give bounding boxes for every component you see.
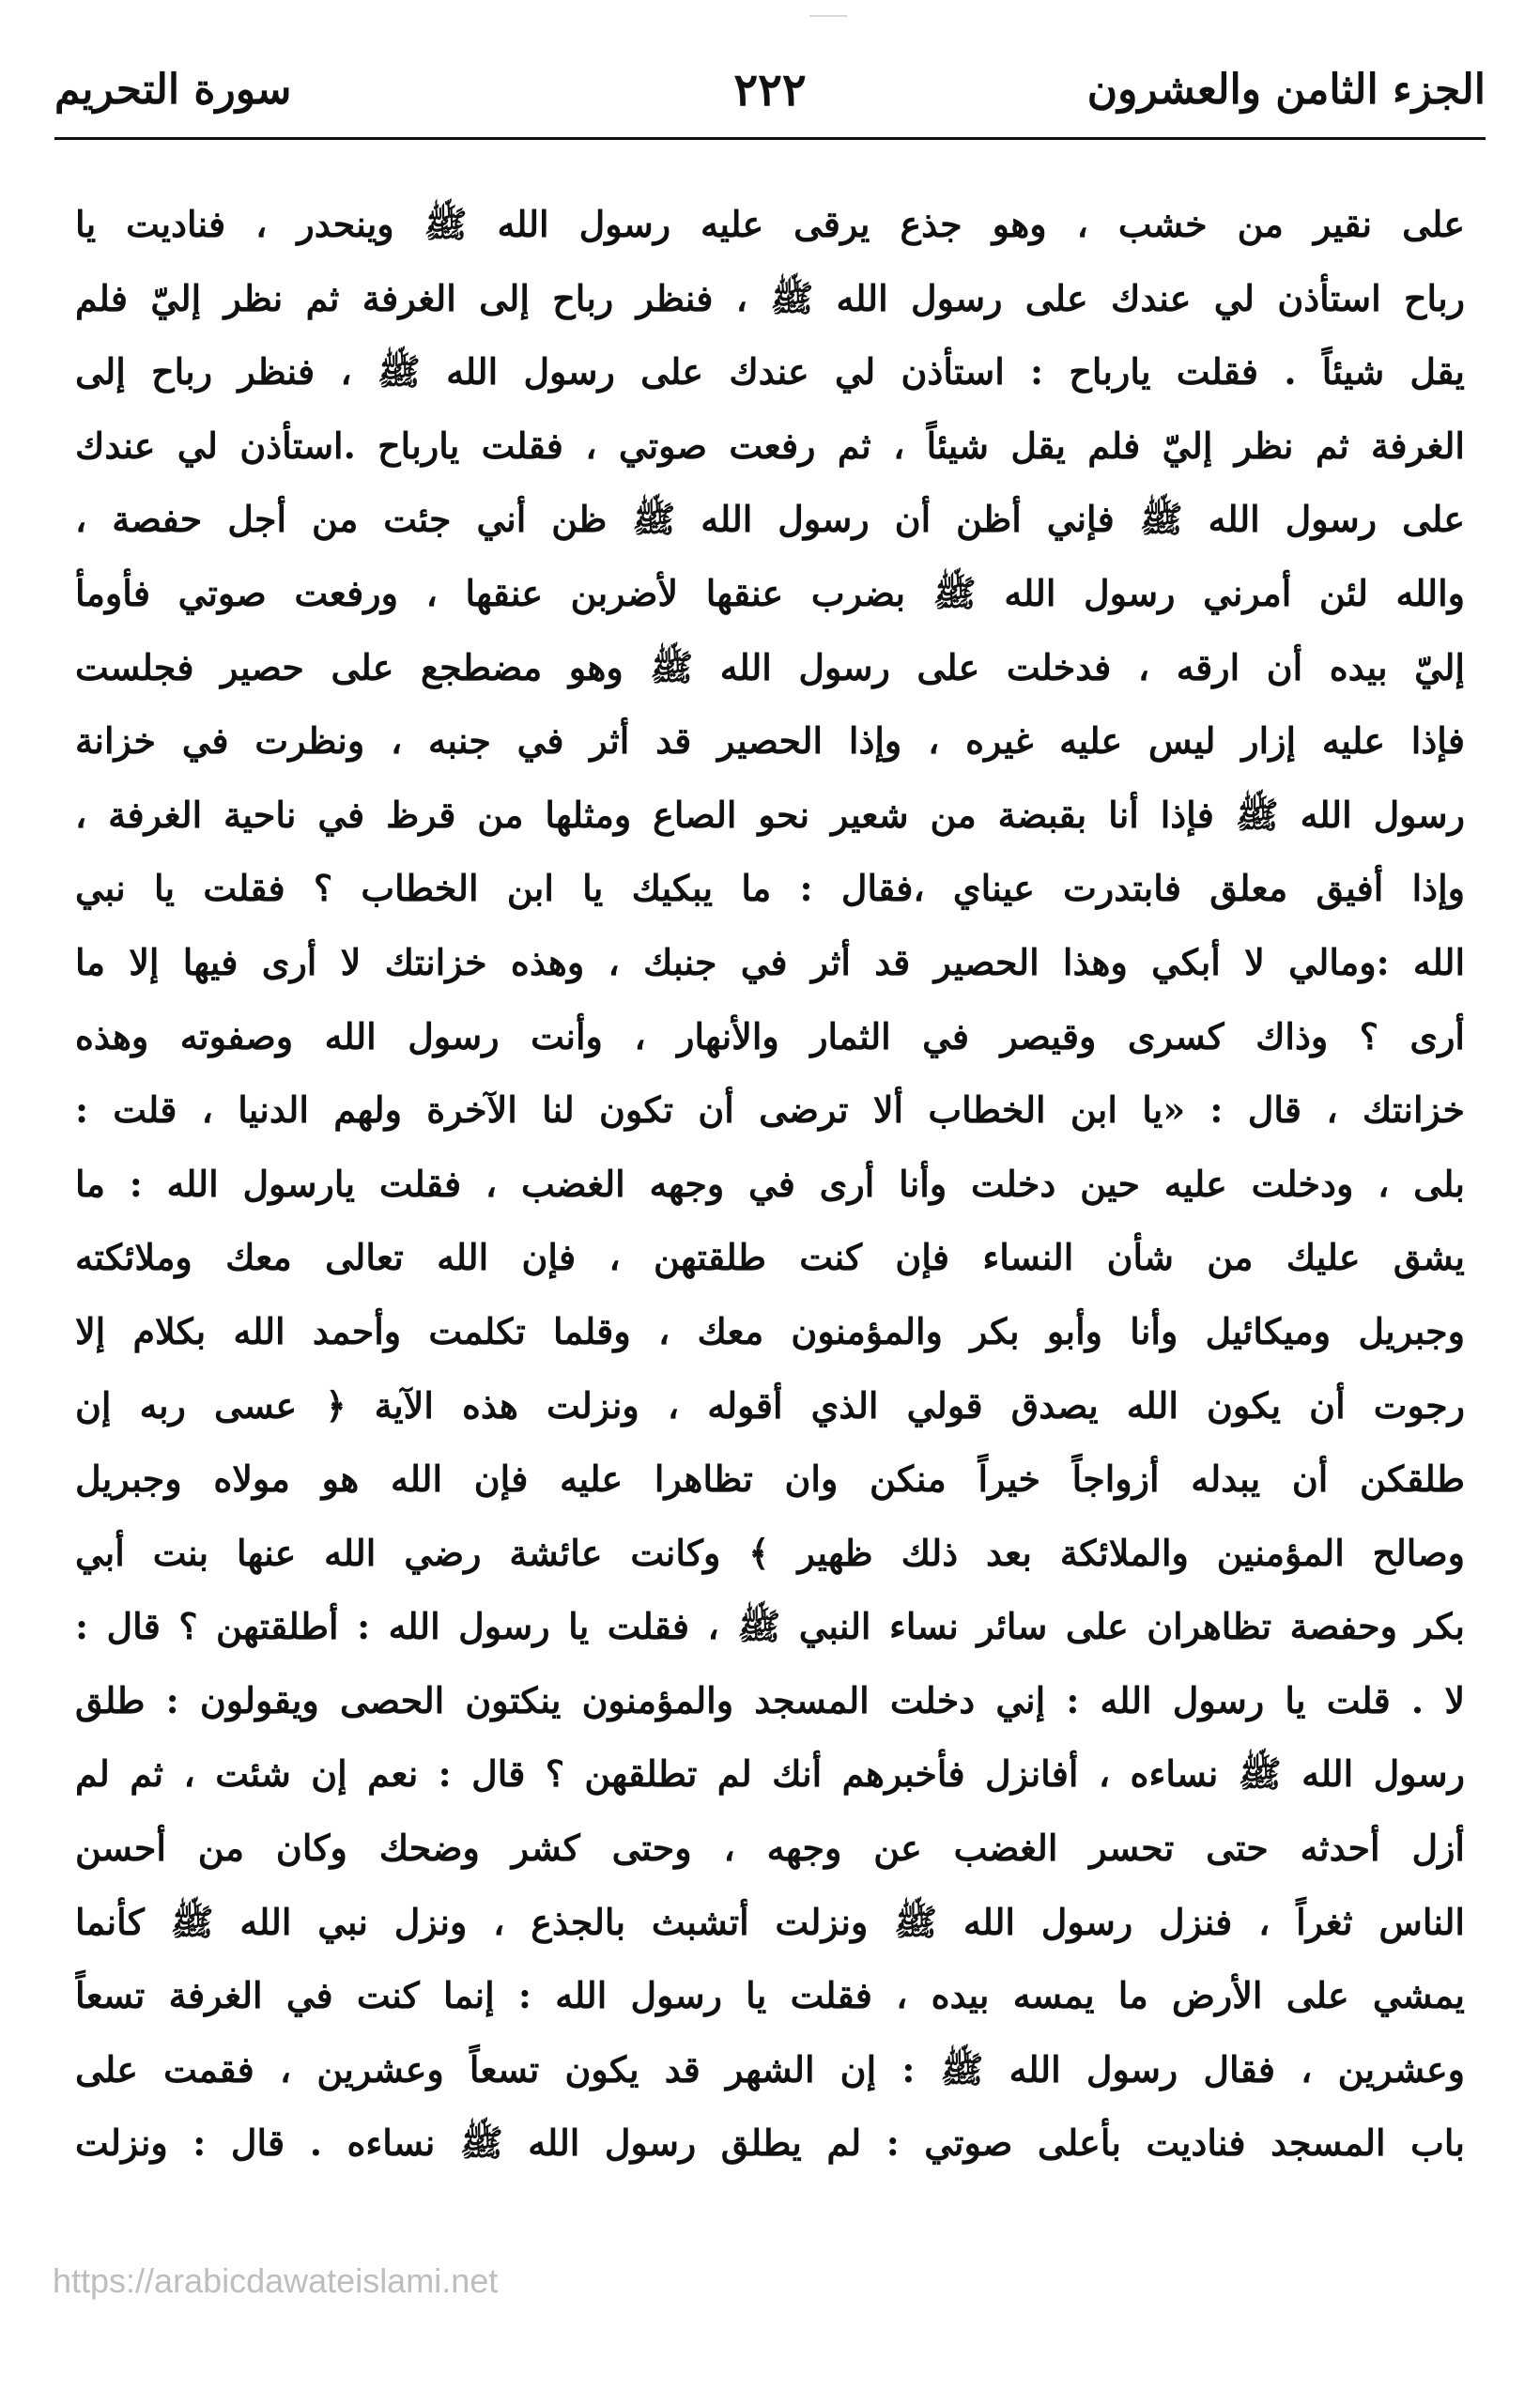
body-text <box>75 188 1465 2181</box>
text-line: وعشرين ، فقال رسول الله ﷺ : إن الشهر قد يكون تسعاً وعشرين ، فقمت على <box>75 2047 1465 2090</box>
text-line: على نقير من خشب ، وهو جذع يرقى عليه رسول الله ﷺ وينحدر ، فناديت يا <box>75 203 1465 245</box>
text-line: بكر وحفصة تظاهران على سائر نساء النبي ﷺ ، فقلت يا رسول الله : أطلقتهن ؟ قال : <box>75 1605 1465 1648</box>
text-line: إليّ بيده أن ارقه ، فدخلت على رسول الله ﷺ وهو مضطجع على حصير فجلست <box>75 645 1465 688</box>
header-rule <box>54 137 1486 140</box>
text-line: رسول الله ﷺ فإذا أنا بقبضة من شعير نحو الصاع ومثلها من قرظ في ناحية الغرفة ، <box>75 793 1465 836</box>
watermark-url: https://arabicdawateislami.net <box>53 2261 499 2300</box>
text-line: أزل أحدثه حتى تحسر الغضب عن وجهه ، وحتى كشر وضحك وكان من أحسن <box>75 1827 1465 1870</box>
text-line: رباح استأذن لي عندك على رسول الله ﷺ ، فنظر رباح إلى الغرفة ثم نظر إليّ فلم <box>75 276 1465 319</box>
text-line: يقل شيئاً . فقلت يارباح : استأذن لي عندك على رسول الله ﷺ ، فنظر رباح إلى <box>75 350 1465 393</box>
text-line: فإذا عليه إزار ليس عليه غيره ، وإذا الحصير قد أثر في جنبه ، ونظرت في خزانة <box>75 719 1465 763</box>
text-line: يشق عليك من شأن النساء فإن كنت طلقتهن ، فإن الله تعالى معك وملائكته <box>75 1236 1465 1279</box>
text-line: يمشي على الأرض ما يمسه بيده ، فقلت يا رسول الله : إنما كنت في الغرفة تسعاً <box>75 1974 1465 2017</box>
text-line: طلقكن أن يبدله أزواجاً خيراً منكن وان تظاهرا عليه فإن الله هو مولاه وجبريل <box>75 1458 1465 1501</box>
text-line: الناس ثغراً ، فنزل رسول الله ﷺ ونزلت أتشبث بالجذع ، ونزل نبي الله ﷺ كأنما <box>75 1900 1465 1943</box>
text-line: على رسول الله ﷺ فإني أظن أن رسول الله ﷺ ظن أني جئت من أجل حفصة ، <box>75 498 1465 541</box>
text-line: رسول الله ﷺ نساءه ، أفانزل فأخبرهم أنك لم تطلقهن ؟ قال : نعم إن شئت ، ثم لم <box>75 1752 1465 1796</box>
text-line: وجبريل وميكائيل وأنا وأبو بكر والمؤمنون معك ، وقلما تكلمت وأحمد الله بكلام إلا <box>75 1309 1465 1352</box>
text-line: خزانتك ، قال : «يا ابن الخطاب ألا ترضى أن تكون لنا الآخرة ولهم الدنيا ، قلت : <box>75 1088 1465 1132</box>
surah-title: سورة التحريم <box>54 66 292 114</box>
text-line: لا . قلت يا رسول الله : إني دخلت المسجد والمؤمنون ينكتون الحصى ويقولون : طلق <box>75 1678 1465 1721</box>
text-line: باب المسجد فناديت بأعلى صوتي : لم يطلق رسول الله ﷺ نساءه . قال : ونزلت <box>75 2121 1465 2165</box>
text-line: الله :ومالي لا أبكي وهذا الحصير قد أثر في جنبك ، وهذه خزانتك لا أرى فيها إلا ما <box>75 940 1465 983</box>
page-number: ٢٢٢ <box>733 64 807 116</box>
text-line: وصالح المؤمنين والملائكة بعد ذلك ظهير ﴾ وكانت عائشة رضي الله عنها بنت أبي <box>75 1531 1465 1574</box>
scan-speck <box>809 15 847 17</box>
text-line: أرى ؟ وذاك كسرى وقيصر في الثمار والأنهار ، وأنت رسول الله وصفوته وهذه <box>75 1014 1465 1057</box>
part-title: الجزء الثامن والعشرون <box>1086 66 1486 114</box>
text-line: بلى ، ودخلت عليه حين دخلت وأنا أرى في وجهه الغضب ، فقلت يارسول الله : ما <box>75 1162 1465 1205</box>
text-line: والله لئن أمرني رسول الله ﷺ بضرب عنقها لأضربن عنقها ، ورفعت صوتي فأومأ <box>75 571 1465 614</box>
text-line: وإذا أفيق معلق فابتدرت عيناي ،فقال : ما يبكيك يا ابن الخطاب ؟ فقلت يا نبي <box>75 867 1465 910</box>
page-header <box>54 53 1486 128</box>
text-line: الغرفة ثم نظر إليّ فلم يقل شيئاً ، ثم رفعت صوتي ، فقلت يارباح .استأذن لي عندك <box>75 424 1465 467</box>
text-line: رجوت أن يكون الله يصدق قولي الذي أقوله ، ونزلت هذه الآية ﴿ عسى ربه إن <box>75 1383 1465 1427</box>
